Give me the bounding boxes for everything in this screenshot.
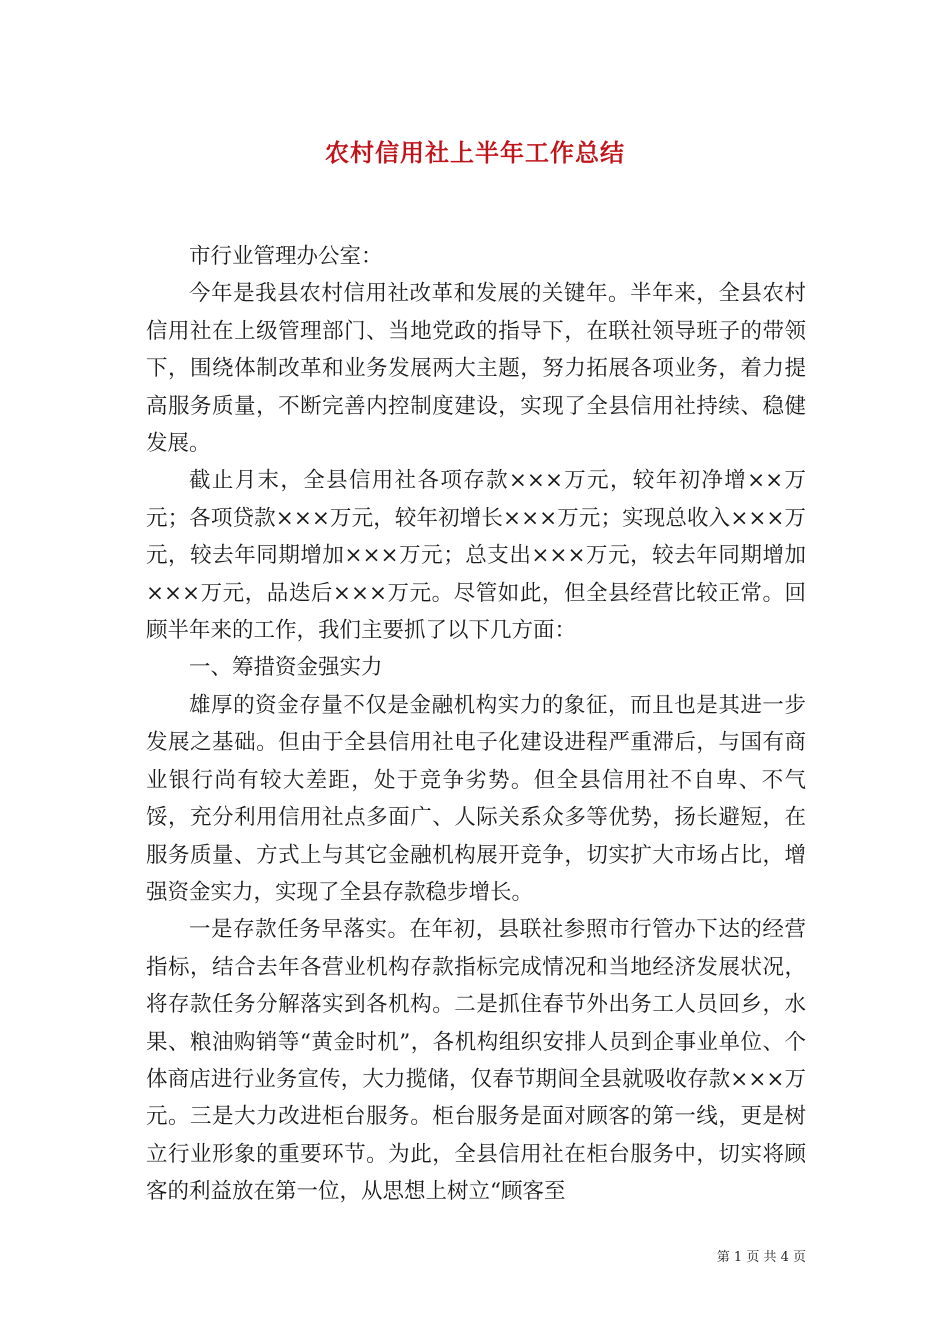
paragraph-deposits: 一是存款任务早落实。在年初，县联社参照市行管办下达的经营指标，结合去年各营业机构存款指标完成情况和当地经济发展状况，将存款任务分解落实到各机构。二是抓住春节外出务工人员回乡，水果、粮油购销等“黄金时机”，各机构组织安排人员到企事业单位、个体商店进行业务宣传，大力揽储，仅春节期间全县就吸收存款×××万元。三是大力改进柜台服务。柜台服务是面对顾客的第一线，更是树立行业形象的重要环节。为此，全县信用社在柜台服务中，切实将顾客的利益放在第一位，从思想上树立“顾客至 [146, 917, 806, 1205]
paragraph-capital: 雄厚的资金存量不仅是金融机构实力的象征，而且也是其进一步发展之基础。但由于全县信用社电子化建设进程严重滞后，与国有商业银行尚有较大差距，处于竞争劣势。但全县信用社不自卑、不气馁，充分利用信用社点多面广、人际关系众多等优势，扬长避短，在服务质量、方式上与其它金融机构展开竞争，切实扩大市场占比，增强资金实力，实现了全县存款稳步增长。 [146, 692, 806, 905]
salutation: 市行业管理办公室： [189, 244, 383, 269]
paragraph-figures: 截止月末，全县信用社各项存款×××万元，较年初净增××万元；各项贷款×××万元，较年初增长×××万元；实现总收入×××万元，较去年同期增加×××万元；总支出×××万元，较去年同期增加×××万元，品迭后×××万元。尽管如此，但全县经营比较正常。回顾半年来的工作，我们主要抓了以下几方面： [146, 468, 806, 644]
page-title: 农村信用社上半年工作总结 [325, 139, 625, 167]
section-heading: 一、筹措资金强实力 [189, 655, 383, 681]
paragraph-intro: 今年是我县农村信用社改革和发展的关键年。半年来，全县农村信用社在上级管理部门、当地党政的指导下，在联社领导班子的带领下，围绕体制改革和业务发展两大主题，努力拓展各项业务，着力提高服务质量，不断完善内控制度建设，实现了全县信用社持续、稳健发展。 [146, 281, 806, 457]
page-indicator: 第 1 页 共 4 页 [716, 1250, 806, 1265]
document-body [146, 238, 806, 1211]
